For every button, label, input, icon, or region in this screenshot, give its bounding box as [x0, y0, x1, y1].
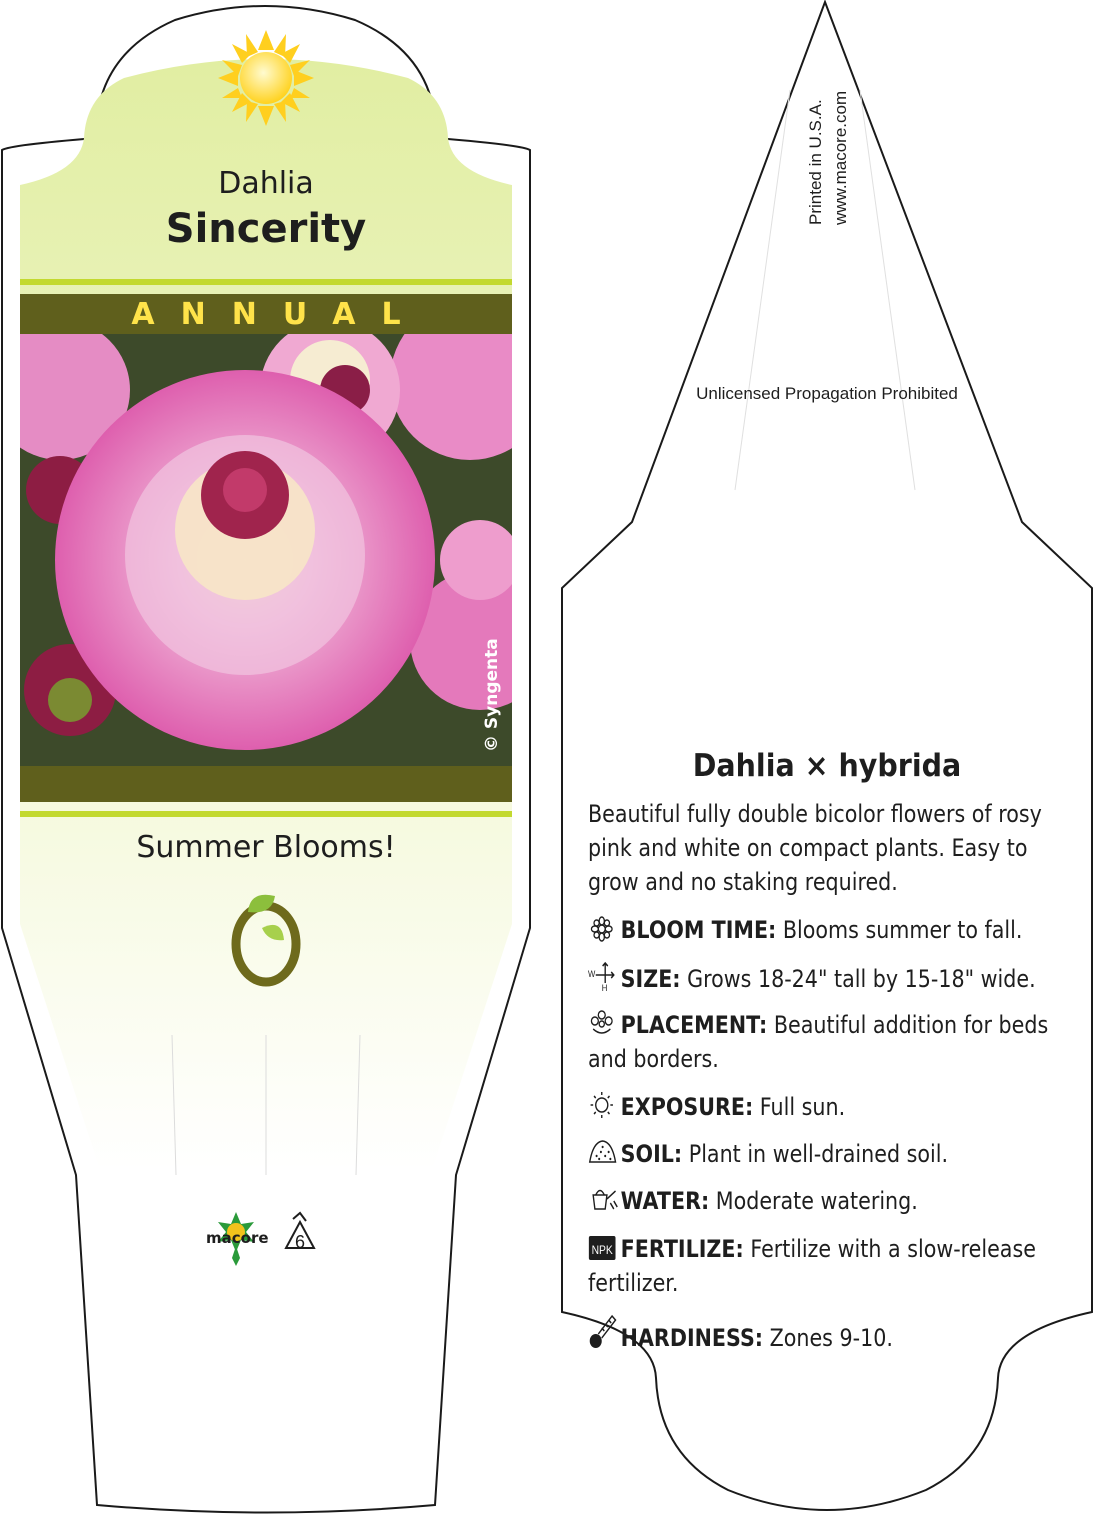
lime-line-top	[20, 279, 512, 285]
brand-name: macore	[206, 1229, 269, 1247]
dahlia-photo	[0, 300, 550, 766]
plant-category: ANNUAL	[131, 297, 427, 332]
sun-logo-icon	[218, 30, 314, 126]
printed-in: Printed in U.S.A.	[806, 99, 825, 225]
care-placement: PLACEMENT: Beautiful addition for beds and borders.	[588, 1011, 1049, 1073]
care-water: WATER: Moderate watering.	[588, 1184, 1070, 1218]
plant-genus: Dahlia	[218, 166, 314, 201]
svg-text:W: W	[588, 968, 596, 980]
lime-line-bottom	[20, 811, 512, 817]
sun-icon	[588, 1091, 621, 1117]
recycle-code: 6	[294, 1232, 305, 1252]
care-bloom-time: BLOOM TIME: Blooms summer to fall.	[588, 913, 1070, 947]
scientific-name: Dahlia × hybrida	[692, 748, 962, 784]
care-fertilize: NPK FERTILIZE: Fertilize with a slow-release fertilizer.	[588, 1235, 1036, 1297]
svg-text:NPK: NPK	[591, 1244, 613, 1258]
svg-text:H: H	[601, 982, 608, 991]
care-hardiness: HARDINESS: Zones 9-10.	[588, 1314, 1070, 1355]
plant-cultivar: Sincerity	[165, 206, 367, 252]
propagation-notice: Unlicensed Propagation Prohibited	[696, 384, 958, 403]
thermometer-icon	[588, 1314, 621, 1340]
flower-icon	[588, 916, 621, 942]
care-soil: SOIL: Plant in well-drained soil.	[588, 1137, 1070, 1171]
plant-description: Beautiful fully double bicolor flowers of rosy pink and white on compact plants. Easy to grow and no staking required.	[588, 800, 1042, 896]
care-size: W H SIZE: Grows 18-24" tall by 15-18" wide.	[588, 961, 1070, 996]
tagline: Summer Blooms!	[136, 830, 396, 865]
care-exposure: EXPOSURE: Full sun.	[588, 1090, 1070, 1124]
size-icon	[588, 961, 621, 991]
website: www.macore.com	[831, 90, 850, 225]
photo-credit: © Syngenta	[482, 638, 502, 752]
lower-band	[20, 766, 512, 802]
bouquet-icon	[588, 1009, 621, 1035]
watering-can-icon	[588, 1185, 621, 1211]
fertilizer-icon	[588, 1233, 621, 1259]
soil-icon	[588, 1138, 621, 1164]
